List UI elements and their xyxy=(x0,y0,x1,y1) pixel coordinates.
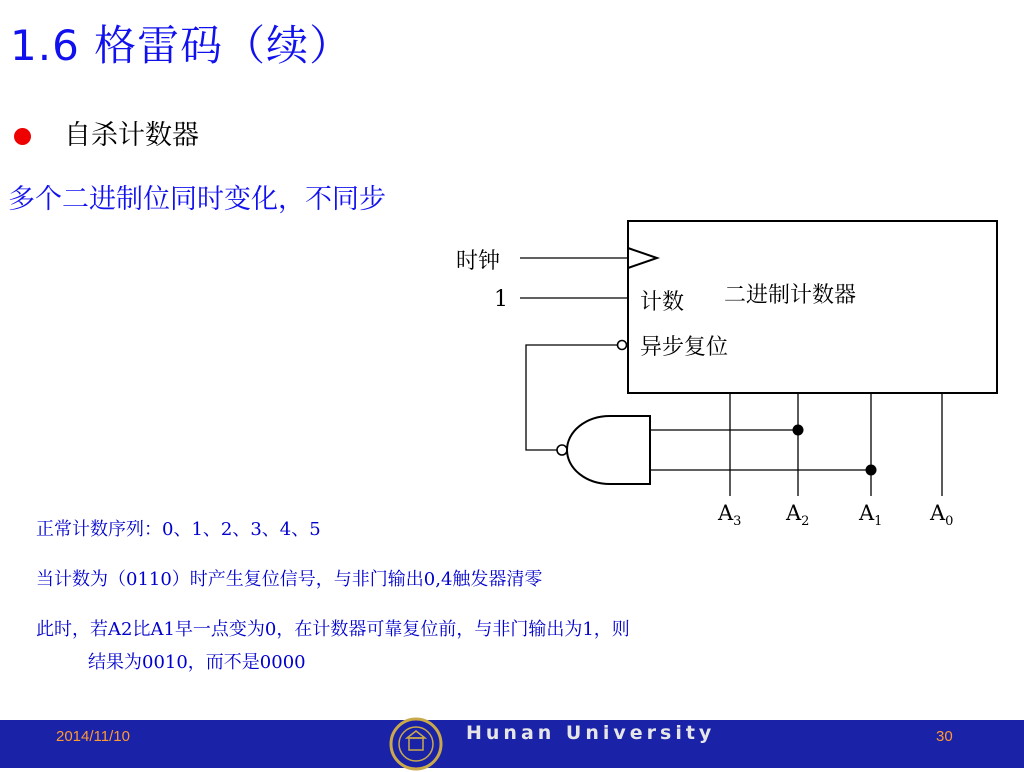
output-label-a3: $A_3$ xyxy=(718,501,742,529)
reset-inversion-bubble xyxy=(618,341,627,350)
bullet-text: 自杀计数器 xyxy=(64,120,199,151)
slide-subtitle: 多个二进制位同时变化，不同步 xyxy=(8,184,386,215)
footer-date: 2014/11/10 xyxy=(56,728,130,745)
clock-input-label: 时钟 xyxy=(456,249,501,274)
note-line-2: 当计数为（0110）时产生复位信号，与非门输出0,4触发器清零 xyxy=(36,569,543,590)
output-label-a1: $A_1$ xyxy=(859,501,883,529)
one-input-label: 1 xyxy=(494,287,508,312)
async-reset-pin-label: 异步复位 xyxy=(640,335,729,360)
slide-title: 1.6 格雷码（续） xyxy=(10,21,353,70)
count-pin-label: 计数 xyxy=(640,290,685,315)
note-line-3-continued: 结果为0010，而不是0000 xyxy=(88,652,306,673)
note-line-3: 此时，若A2比A1早一点变为0，在计数器可靠复位前，与非门输出为1，则 xyxy=(36,619,630,640)
footer-bar xyxy=(0,720,1024,768)
junction-a2 xyxy=(793,425,804,436)
nand-output-bubble xyxy=(557,445,567,455)
nand-gate xyxy=(567,416,650,484)
university-seal-icon xyxy=(388,716,444,772)
footer-university: Hunan University xyxy=(466,722,716,744)
note-line-1: 正常计数序列：0、1、2、3、4、5 xyxy=(36,519,321,540)
output-label-a0: $A_0$ xyxy=(930,501,954,529)
footer-page-number: 30 xyxy=(936,728,953,745)
output-label-a2: $A_2$ xyxy=(786,501,810,529)
clock-marker-icon xyxy=(628,248,657,268)
counter-title: 二进制计数器 xyxy=(724,283,857,308)
junction-a1 xyxy=(866,465,877,476)
